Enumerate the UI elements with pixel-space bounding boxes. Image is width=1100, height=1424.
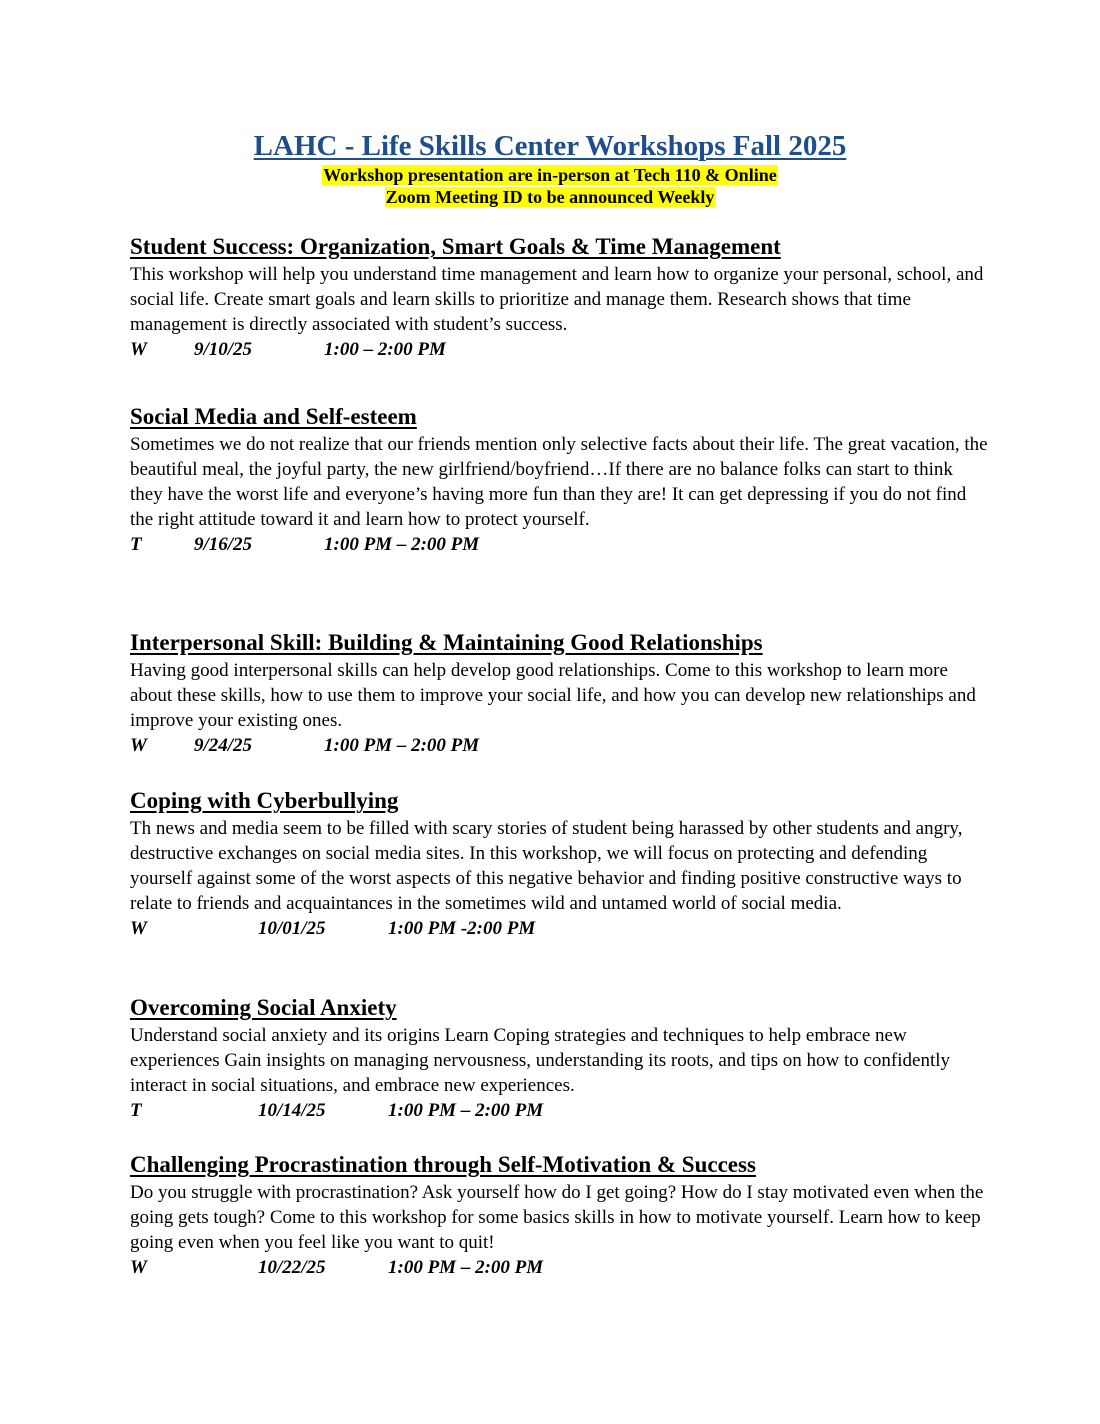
workshop-time: 1:00 – 2:00 PM [324, 339, 446, 360]
workshop-description: This workshop will help you understand time management and learn how to organize your personal, school, and social life. Create smart goals and learn skills to prioritize and manage them. Research shows that time management is directly associated with student’s success. [130, 264, 984, 335]
workshop-title: Challenging Procrastination through Self-Motivation & Success [130, 1152, 756, 1177]
workshop-title: Student Success: Organization, Smart Goals & Time Management [130, 234, 781, 259]
workshop-date: 9/24/25 [194, 735, 253, 756]
workshop-time: 1:00 PM – 2:00 PM [388, 1100, 544, 1121]
workshop-title: Interpersonal Skill: Building & Maintaining Good Relationships [130, 630, 763, 655]
workshop-date: 10/14/25 [258, 1100, 326, 1121]
workshop-description: Do you struggle with procrastination? Ask yourself how do I get going? How do I stay motivated even when the going gets tough? Come to this workshop for some basics skills in how to motivate yourself. Learn how to keep going even when you feel like you want to quit! [130, 1182, 984, 1253]
workshop-student-success [130, 232, 990, 362]
workshop-date: 10/01/25 [258, 918, 326, 939]
workshop-schedule [130, 916, 990, 941]
workshop-interpersonal [130, 628, 990, 758]
page-title: LAHC - Life Skills Center Workshops Fall 2025 [253, 130, 847, 162]
workshop-social-media [130, 402, 990, 557]
workshop-day: W [130, 339, 147, 360]
workshop-day: T [130, 534, 142, 555]
workshop-day: T [130, 1100, 142, 1121]
workshop-date: 9/16/25 [194, 534, 253, 555]
workshop-time: 1:00 PM – 2:00 PM [324, 534, 480, 555]
workshop-description: Understand social anxiety and its origins Learn Coping strategies and techniques to help embrace new experiences Gain insights on managing nervousness, understanding its roots, and tips on how to confidently interact in social situations, and embrace new experiences. [130, 1025, 951, 1096]
workshop-cyberbullying [130, 786, 990, 941]
workshop-description: Having good interpersonal skills can help develop good relationships. Come to this workshop to learn more about these skills, how to use them to improve your social life, and how you can develop new relationships and improve your existing ones. [130, 660, 976, 731]
workshop-day: W [130, 735, 147, 756]
workshop-schedule [130, 1098, 990, 1123]
workshop-title: Overcoming Social Anxiety [130, 995, 397, 1020]
subtitle-location-text: Workshop presentation are in-person at Tech 110 & Online [323, 165, 777, 185]
subtitle-zoom [0, 186, 1100, 208]
workshop-day: W [130, 1257, 147, 1278]
workshop-schedule [130, 337, 990, 362]
subtitle-zoom-text: Zoom Meeting ID to be announced Weekly [385, 187, 715, 207]
workshop-time: 1:00 PM – 2:00 PM [324, 735, 480, 756]
workshop-social-anxiety [130, 993, 990, 1123]
workshop-title: Social Media and Self-esteem [130, 404, 417, 429]
workshop-schedule [130, 733, 990, 758]
workshop-time: 1:00 PM – 2:00 PM [388, 1257, 544, 1278]
workshop-schedule [130, 1255, 990, 1280]
workshop-title: Coping with Cyberbullying [130, 788, 399, 813]
subtitle-location [0, 164, 1100, 186]
workshop-day: W [130, 918, 147, 939]
page-header [0, 128, 1100, 208]
workshop-date: 9/10/25 [194, 339, 253, 360]
workshop-schedule [130, 532, 990, 557]
workshop-date: 10/22/25 [258, 1257, 326, 1278]
workshop-time: 1:00 PM -2:00 PM [388, 918, 536, 939]
workshop-procrastination [130, 1150, 990, 1280]
workshop-description: Th news and media seem to be filled with scary stories of student being harassed by other students and angry, destructive exchanges on social media sites. In this workshop, we will focus on protecting and defending yourself against some of the worst aspects of this negative behavior and finding positive constructive ways to relate to friends and acquaintances in the sometimes wild and untamed world of social media. [130, 818, 963, 914]
workshop-description: Sometimes we do not realize that our friends mention only selective facts about their life. The great vacation, the beautiful meal, the joyful party, the new girlfriend/boyfriend…If there are no balance folks can start to think they have the worst life and everyone’s having more fun than they are! It can get depressing if you do not find the right attitude toward it and learn how to protect yourself. [130, 434, 988, 530]
